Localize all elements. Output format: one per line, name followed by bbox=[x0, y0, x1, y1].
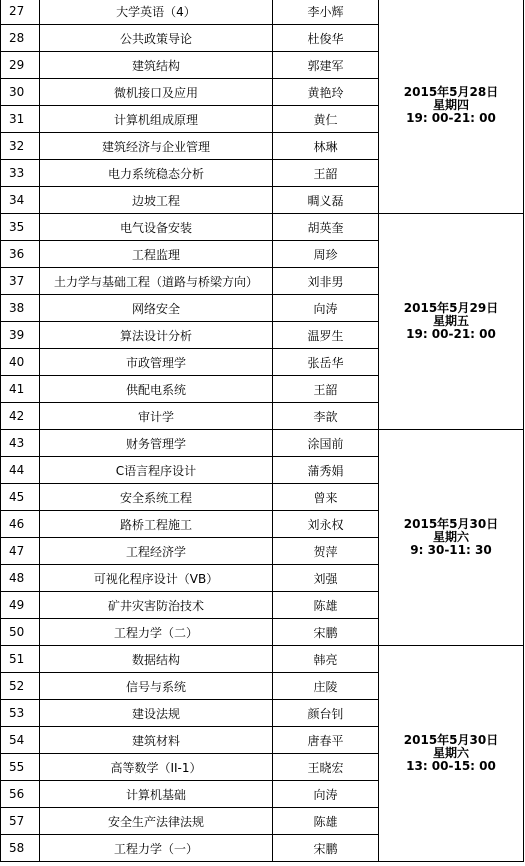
table-row bbox=[1, 430, 524, 457]
exam-date: 2015年5月30日 bbox=[403, 517, 499, 531]
course-name-cell: 计算机基础 bbox=[40, 781, 273, 808]
row-number-cell: 46 bbox=[1, 511, 40, 538]
course-name-cell: 市政管理学 bbox=[40, 349, 273, 376]
row-number-cell: 35 bbox=[1, 214, 40, 241]
course-name-cell: 工程力学（二） bbox=[40, 619, 273, 646]
course-name-cell: 数据结构 bbox=[40, 646, 273, 673]
teacher-name-cell: 庄陵 bbox=[273, 673, 379, 700]
row-number-cell: 47 bbox=[1, 538, 40, 565]
course-name-cell: 信号与系统 bbox=[40, 673, 273, 700]
course-name-cell: 建筑经济与企业管理 bbox=[40, 133, 273, 160]
table-row bbox=[1, 646, 524, 673]
teacher-name-cell: 陈雄 bbox=[273, 808, 379, 835]
exam-time-range: 9: 30-11: 30 bbox=[410, 543, 492, 557]
teacher-name-cell: 王韶 bbox=[273, 160, 379, 187]
row-number-cell: 53 bbox=[1, 700, 40, 727]
course-name-cell: 大学英语（4） bbox=[40, 0, 273, 25]
teacher-name-cell: 向涛 bbox=[273, 295, 379, 322]
table-row bbox=[1, 0, 524, 25]
course-name-cell: C语言程序设计 bbox=[40, 457, 273, 484]
teacher-name-cell: 温罗生 bbox=[273, 322, 379, 349]
teacher-name-cell: 胡英奎 bbox=[273, 214, 379, 241]
teacher-name-cell: 蒲秀娟 bbox=[273, 457, 379, 484]
course-name-cell: 建设法规 bbox=[40, 700, 273, 727]
course-name-cell: 工程经济学 bbox=[40, 538, 273, 565]
exam-time-cell bbox=[379, 214, 524, 430]
course-name-cell: 电力系统稳态分析 bbox=[40, 160, 273, 187]
exam-time-range: 19: 00-21: 00 bbox=[406, 111, 496, 125]
row-number-cell: 49 bbox=[1, 592, 40, 619]
row-number-cell: 29 bbox=[1, 52, 40, 79]
row-number-cell: 37 bbox=[1, 268, 40, 295]
teacher-name-cell: 杜俊华 bbox=[273, 25, 379, 52]
row-number-cell: 57 bbox=[1, 808, 40, 835]
teacher-name-cell: 涂国前 bbox=[273, 430, 379, 457]
teacher-name-cell: 林琳 bbox=[273, 133, 379, 160]
exam-date: 2015年5月30日 bbox=[403, 733, 499, 747]
course-name-cell: 矿井灾害防治技术 bbox=[40, 592, 273, 619]
teacher-name-cell: 陈雄 bbox=[273, 592, 379, 619]
course-name-cell: 工程监理 bbox=[40, 241, 273, 268]
teacher-name-cell: 宋鹏 bbox=[273, 835, 379, 862]
row-number-cell: 45 bbox=[1, 484, 40, 511]
row-number-cell: 36 bbox=[1, 241, 40, 268]
course-name-cell: 微机接口及应用 bbox=[40, 79, 273, 106]
row-number-cell: 31 bbox=[1, 106, 40, 133]
teacher-name-cell: 李歆 bbox=[273, 403, 379, 430]
course-name-cell: 供配电系统 bbox=[40, 376, 273, 403]
teacher-name-cell: 宋鹏 bbox=[273, 619, 379, 646]
row-number-cell: 33 bbox=[1, 160, 40, 187]
exam-time-range: 13: 00-15: 00 bbox=[406, 759, 496, 773]
exam-weekday: 星期五 bbox=[432, 314, 469, 328]
course-name-cell: 可视化程序设计（VB） bbox=[40, 565, 273, 592]
row-number-cell: 54 bbox=[1, 727, 40, 754]
teacher-name-cell: 李小辉 bbox=[273, 0, 379, 25]
exam-weekday: 星期六 bbox=[432, 746, 469, 760]
course-name-cell: 路桥工程施工 bbox=[40, 511, 273, 538]
exam-weekday: 星期六 bbox=[432, 530, 469, 544]
row-number-cell: 43 bbox=[1, 430, 40, 457]
course-name-cell: 高等数学（II-1） bbox=[40, 754, 273, 781]
course-name-cell: 网络安全 bbox=[40, 295, 273, 322]
course-name-cell: 土力学与基础工程（道路与桥梁方向） bbox=[40, 268, 273, 295]
teacher-name-cell: 黄仁 bbox=[273, 106, 379, 133]
row-number-cell: 39 bbox=[1, 322, 40, 349]
exam-date: 2015年5月28日 bbox=[403, 85, 499, 99]
schedule-body bbox=[1, 0, 524, 862]
row-number-cell: 48 bbox=[1, 565, 40, 592]
row-number-cell: 32 bbox=[1, 133, 40, 160]
table-row bbox=[1, 214, 524, 241]
course-name-cell: 算法设计分析 bbox=[40, 322, 273, 349]
teacher-name-cell: 曾来 bbox=[273, 484, 379, 511]
course-name-cell: 建筑材料 bbox=[40, 727, 273, 754]
row-number-cell: 34 bbox=[1, 187, 40, 214]
course-name-cell: 边坡工程 bbox=[40, 187, 273, 214]
teacher-name-cell: 晭义磊 bbox=[273, 187, 379, 214]
teacher-name-cell: 刘强 bbox=[273, 565, 379, 592]
exam-time-cell bbox=[379, 646, 524, 862]
teacher-name-cell: 周珍 bbox=[273, 241, 379, 268]
row-number-cell: 56 bbox=[1, 781, 40, 808]
row-number-cell: 38 bbox=[1, 295, 40, 322]
course-name-cell: 安全生产法律法规 bbox=[40, 808, 273, 835]
course-name-cell: 审计学 bbox=[40, 403, 273, 430]
teacher-name-cell: 贺萍 bbox=[273, 538, 379, 565]
teacher-name-cell: 郭建军 bbox=[273, 52, 379, 79]
course-name-cell: 财务管理学 bbox=[40, 430, 273, 457]
course-name-cell: 建筑结构 bbox=[40, 52, 273, 79]
row-number-cell: 51 bbox=[1, 646, 40, 673]
exam-time-cell bbox=[379, 430, 524, 646]
row-number-cell: 55 bbox=[1, 754, 40, 781]
exam-time-cell bbox=[379, 0, 524, 214]
teacher-name-cell: 颜台钊 bbox=[273, 700, 379, 727]
exam-weekday: 星期四 bbox=[432, 98, 469, 112]
course-name-cell: 计算机组成原理 bbox=[40, 106, 273, 133]
row-number-cell: 50 bbox=[1, 619, 40, 646]
teacher-name-cell: 张岳华 bbox=[273, 349, 379, 376]
teacher-name-cell: 刘非男 bbox=[273, 268, 379, 295]
teacher-name-cell: 唐春平 bbox=[273, 727, 379, 754]
row-number-cell: 52 bbox=[1, 673, 40, 700]
exam-time-range: 19: 00-21: 00 bbox=[406, 327, 496, 341]
row-number-cell: 58 bbox=[1, 835, 40, 862]
row-number-cell: 30 bbox=[1, 79, 40, 106]
row-number-cell: 28 bbox=[1, 25, 40, 52]
teacher-name-cell: 黄艳玲 bbox=[273, 79, 379, 106]
teacher-name-cell: 向涛 bbox=[273, 781, 379, 808]
row-number-cell: 44 bbox=[1, 457, 40, 484]
row-number-cell: 40 bbox=[1, 349, 40, 376]
row-number-cell: 41 bbox=[1, 376, 40, 403]
course-name-cell: 工程力学（一） bbox=[40, 835, 273, 862]
teacher-name-cell: 王韶 bbox=[273, 376, 379, 403]
teacher-name-cell: 刘永权 bbox=[273, 511, 379, 538]
row-number-cell: 42 bbox=[1, 403, 40, 430]
course-name-cell: 安全系统工程 bbox=[40, 484, 273, 511]
course-name-cell: 电气设备安装 bbox=[40, 214, 273, 241]
exam-date: 2015年5月29日 bbox=[403, 301, 499, 315]
row-number-cell: 27 bbox=[1, 0, 40, 25]
teacher-name-cell: 王晓宏 bbox=[273, 754, 379, 781]
teacher-name-cell: 韩亮 bbox=[273, 646, 379, 673]
course-name-cell: 公共政策导论 bbox=[40, 25, 273, 52]
